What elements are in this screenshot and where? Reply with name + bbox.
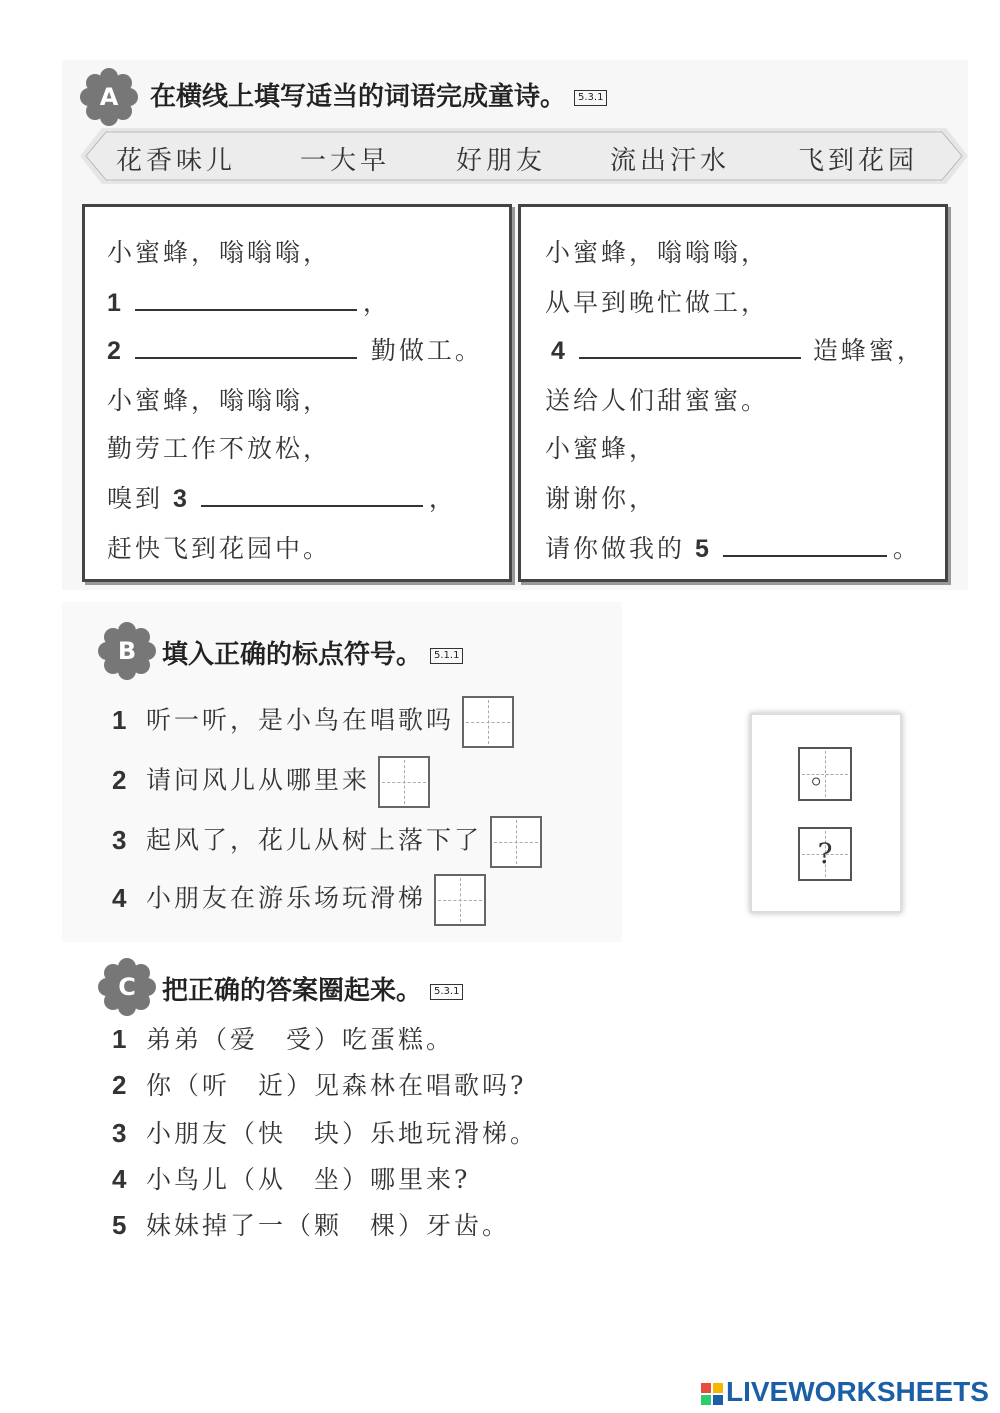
section-a-badge-letter: A	[99, 83, 119, 111]
choice-question[interactable]	[112, 1114, 538, 1150]
question-text: 请问风儿从哪里来	[146, 765, 371, 795]
word-bank-item: 一大早	[300, 146, 391, 176]
choice-question[interactable]	[112, 1066, 526, 1102]
blank-number: 4	[551, 337, 565, 365]
poem-line-with-blank	[545, 529, 921, 565]
question-number: 1	[112, 704, 127, 735]
option-label: 。	[810, 757, 839, 790]
question-text: 起风了，花儿从树上落下了	[146, 825, 483, 855]
question-number: 5	[112, 1210, 127, 1240]
question-number: 4	[112, 1164, 127, 1194]
question-number: 1	[112, 1024, 127, 1054]
section-c-title	[162, 970, 463, 1007]
word-bank-item: 流出汗水	[610, 146, 731, 176]
question-number: 2	[112, 1070, 127, 1100]
poem-line-tail: 勤做工。	[370, 336, 483, 365]
left-poem-box	[82, 204, 512, 582]
section-b-code: 5.1.1	[430, 648, 463, 664]
punctuation-drop-box[interactable]	[378, 756, 430, 808]
section-a-title-text: 在横线上填写适当的词语完成童诗。	[150, 82, 567, 112]
poem-line: 小蜜蜂，嗡嗡嗡，	[107, 386, 332, 415]
section-b-badge-letter: B	[117, 637, 137, 665]
blank-number: 2	[107, 337, 121, 365]
question-text: 小鸟儿（从 坐）哪里来?	[146, 1165, 471, 1194]
liveworksheets-logo-icon	[700, 1382, 724, 1406]
poem-line-with-blank	[107, 283, 391, 319]
poem-line: 勤劳工作不放松，	[107, 434, 332, 463]
poem-line: 小蜜蜂，嗡嗡嗡，	[545, 238, 770, 267]
punctuation-options-panel	[750, 713, 902, 913]
punctuation-question	[112, 756, 430, 808]
section-b-badge	[98, 622, 156, 680]
question-text: 你（听 近）见森林在唱歌吗?	[146, 1071, 527, 1100]
punctuation-drop-box[interactable]	[462, 696, 514, 748]
fill-blank-3[interactable]	[201, 487, 423, 507]
poem-line-tail: 造蜂蜜，	[812, 336, 925, 365]
question-number: 4	[112, 882, 127, 913]
poem-line: 谢谢你，	[545, 484, 658, 513]
choice-question[interactable]	[112, 1160, 470, 1196]
poem-line: 小蜜蜂，	[545, 434, 658, 463]
section-c-badge-letter: C	[118, 973, 136, 1001]
blank-number: 3	[173, 485, 187, 513]
poem-line-with-blank	[107, 479, 457, 515]
punctuation-question	[112, 816, 542, 868]
choice-question[interactable]	[112, 1206, 510, 1242]
choice-question[interactable]	[112, 1020, 454, 1056]
section-c-code: 5.3.1	[430, 984, 463, 1000]
poem-line-with-blank	[107, 331, 483, 367]
poem-line-tail: 。	[892, 534, 921, 563]
word-bank-item: 好朋友	[456, 146, 547, 176]
punctuation-drop-box[interactable]	[434, 874, 486, 926]
right-poem-box	[518, 204, 948, 582]
question-text: 听一听，是小鸟在唱歌吗	[146, 705, 455, 735]
poem-line: 从早到晚忙做工，	[545, 288, 770, 317]
section-c-title-text: 把正确的答案圈起来。	[162, 976, 423, 1006]
footer-brand-text: LIVEWORKSHEETS	[726, 1376, 989, 1407]
section-a-code: 5.3.1	[574, 90, 607, 106]
blank-number: 1	[107, 289, 121, 317]
poem-line: 小蜜蜂，嗡嗡嗡，	[107, 238, 332, 267]
question-text: 弟弟（爱 受）吃蛋糕。	[146, 1025, 455, 1054]
section-b-title-text: 填入正确的标点符号。	[162, 640, 423, 670]
section-a-badge	[80, 68, 138, 126]
blank-number: 5	[695, 535, 709, 563]
section-b-title	[162, 634, 463, 671]
option-question-mark[interactable]	[798, 827, 852, 881]
poem-line-tail: ，	[428, 484, 457, 513]
fill-blank-1[interactable]	[135, 291, 357, 311]
poem-line-head: 请你做我的	[545, 534, 686, 563]
poem-line: 赶快飞到花园中。	[107, 534, 332, 563]
poem-line-head: 嗅到	[107, 484, 164, 513]
punctuation-question	[112, 874, 486, 926]
footer-brand	[700, 1376, 989, 1408]
section-a-title	[150, 76, 607, 113]
fill-blank-5[interactable]	[723, 537, 887, 557]
question-number: 3	[112, 1118, 127, 1148]
question-number: 3	[112, 824, 127, 855]
poem-line-tail: ，	[362, 288, 391, 317]
question-text: 妹妹掉了一（颗 棵）牙齿。	[146, 1211, 511, 1240]
word-bank	[80, 128, 968, 184]
poem-line: 送给人们甜蜜蜜。	[545, 386, 770, 415]
section-c-badge	[98, 958, 156, 1016]
option-label: ?	[817, 837, 833, 870]
fill-blank-2[interactable]	[135, 339, 357, 359]
punctuation-drop-box[interactable]	[490, 816, 542, 868]
punctuation-question	[112, 696, 514, 748]
question-number: 2	[112, 764, 127, 795]
fill-blank-4[interactable]	[579, 339, 801, 359]
question-text: 小朋友（快 块）乐地玩滑梯。	[146, 1119, 539, 1148]
question-text: 小朋友在游乐场玩滑梯	[146, 883, 427, 913]
word-bank-item: 花香味儿	[116, 146, 237, 176]
option-full-stop[interactable]	[798, 747, 852, 801]
word-bank-item: 飞到花园	[798, 146, 919, 176]
poem-line-with-blank	[551, 331, 925, 367]
